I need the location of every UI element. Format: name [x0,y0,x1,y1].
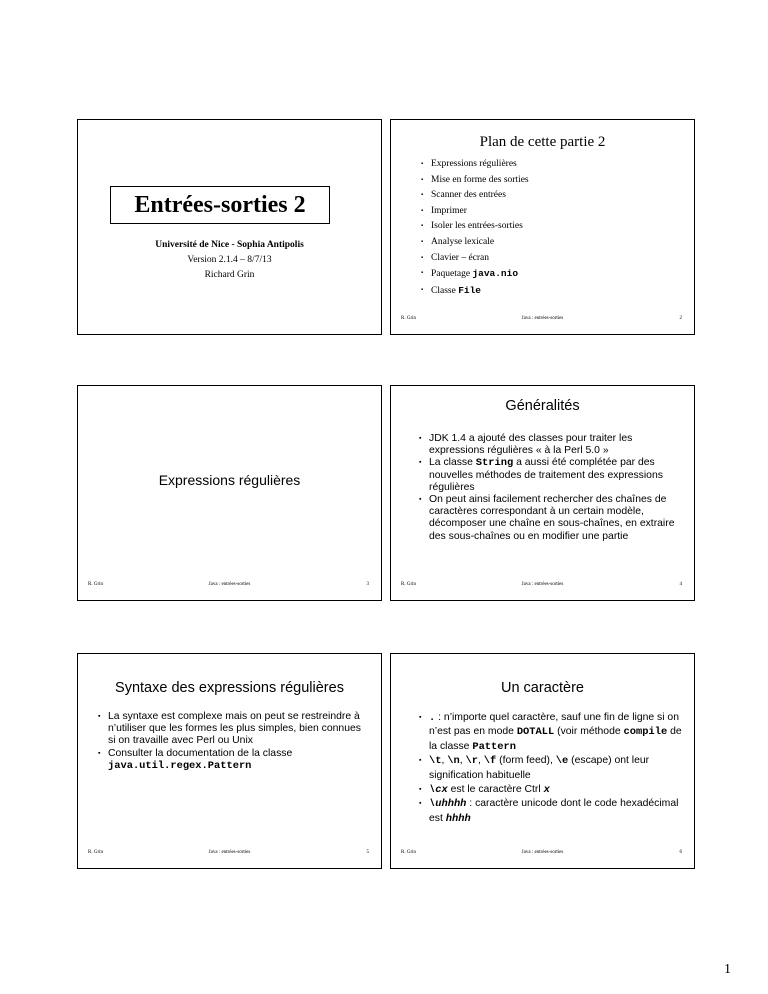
slide-4-title: Généralités [505,398,580,414]
version: Version 2.1.4 – 8/7/13 [187,255,272,265]
item-code: hhhh [445,812,471,825]
footer-number: 6 [679,850,682,855]
item-text: est le caractère Ctrl [447,784,544,796]
list-item [419,797,689,826]
list-item: ▪ Scanner des entrées [421,188,529,204]
footer-number: 5 [366,850,369,855]
slide-6-title: Un caractère [500,680,584,696]
item-code: String [475,457,514,470]
item-code: \n [447,755,460,768]
item-text: (escape) ont leur signification habituelle [429,755,650,781]
list-item: ▪ Imprimer [421,204,529,220]
footer-number: 3 [366,582,369,587]
slide-footer [78,582,381,592]
slide-2 [390,119,695,335]
slide-3 [77,385,382,601]
item-code: compile [623,726,668,739]
item-text: de la classe [429,726,682,752]
list-item [421,266,529,283]
footer-author: R. Grin [401,850,416,855]
list-item [419,457,689,494]
footer-author: R. Grin [88,850,103,855]
item-code: . [429,712,436,724]
item-text: Classe [431,285,459,296]
footer-center: Java : entrées-sorties [208,850,251,855]
item-code: DOTALL [516,726,555,739]
slide-1 [77,119,382,335]
list-item: ▪ Clavier – écran [421,251,529,267]
slide-4 [390,385,695,601]
list-item [419,711,689,754]
author: Richard Grin [204,270,255,280]
item-code: \f [483,755,497,768]
item-code: \r [465,755,479,768]
item-text: La classe [429,457,476,469]
item-text: (form feed), [496,755,556,767]
item-code: \cx [429,784,448,797]
slide-2-title: Plan de cette partie 2 [479,134,606,150]
item-text: (voir méthode [554,726,624,738]
slide-footer [78,850,381,860]
list-item: ▪ Expressions régulières [421,157,529,173]
list-item: ▪ JDK 1.4 a ajouté des classes pour traiter les expressions régulières « à la Perl 5.0 » [419,433,689,457]
footer-author: R. Grin [88,582,103,587]
slide-6 [390,653,695,869]
item-code: \e [555,755,569,768]
list-item [419,783,689,797]
list-item: ▪ Analyse lexicale [421,235,529,251]
footer-center: Java : entrées-sorties [208,582,251,587]
item-text: a aussi été complétée par des nouvelles méthodes de traitement des expressions régulières [429,457,663,493]
item-code: java.util.regex.Pattern [108,759,252,772]
footer-number: 4 [679,582,682,587]
caractere-list [419,711,689,826]
item-code: File [458,284,481,296]
list-item: ▪ \t, \n, \r, \f (form feed), \e (escape) ont leur signification habituelle [419,754,689,783]
item-text: : n’importe quel caractère, sauf une fin de ligne si on n’est pas en mode [429,712,679,738]
item-text: Paquetage [431,269,473,280]
footer-center: Java : entrées-sorties [521,316,564,321]
slide-3-title: Expressions régulières [158,472,301,488]
slide-1-title: Entrées-sorties 2 [110,186,330,224]
list-item: ▪ La syntaxe est complexe mais on peut se restreindre à n’utiliser que les formes les plus simples, bien connues si on travaille avec Perl ou Unix [98,711,370,748]
generalites-list [419,433,689,543]
page-number: 1 [724,962,731,977]
footer-author: R. Grin [401,316,416,321]
item-text: : caractère unicode dont le code hexadécimal est [429,798,679,824]
item-code: \uhhhh [429,798,467,811]
plan-list [421,157,529,299]
slide-5-title: Syntaxe des expressions régulières [115,680,344,696]
list-item: ▪ Isoler les entrées-sorties [421,219,529,235]
slide-5 [77,653,382,869]
slide-footer [391,850,694,860]
item-code: x [543,784,550,797]
footer-center: Java : entrées-sorties [521,582,564,587]
slide-footer [391,582,694,592]
list-item: ▪ Mise en forme des sorties [421,173,529,189]
list-item [98,748,370,772]
item-code: \t [429,755,442,768]
university: Université de Nice - Sophia Antipolis [155,240,304,250]
item-text: Consulter la documentation de la classe [108,747,293,759]
syntaxe-list [98,711,370,772]
footer-center: Java : entrées-sorties [521,850,564,855]
item-code: java.nio [472,268,519,280]
slide-footer [391,316,694,326]
list-item [421,283,529,300]
list-item: ▪ On peut ainsi facilement rechercher des chaînes de caractères correspondant à un certain modèle, décomposer une chaîne en sous-chaînes, en extraire des sous-chaînes ou en modifier une partie [419,494,689,543]
footer-number: 2 [679,316,682,321]
footer-author: R. Grin [401,582,416,587]
item-code: Pattern [472,740,516,753]
